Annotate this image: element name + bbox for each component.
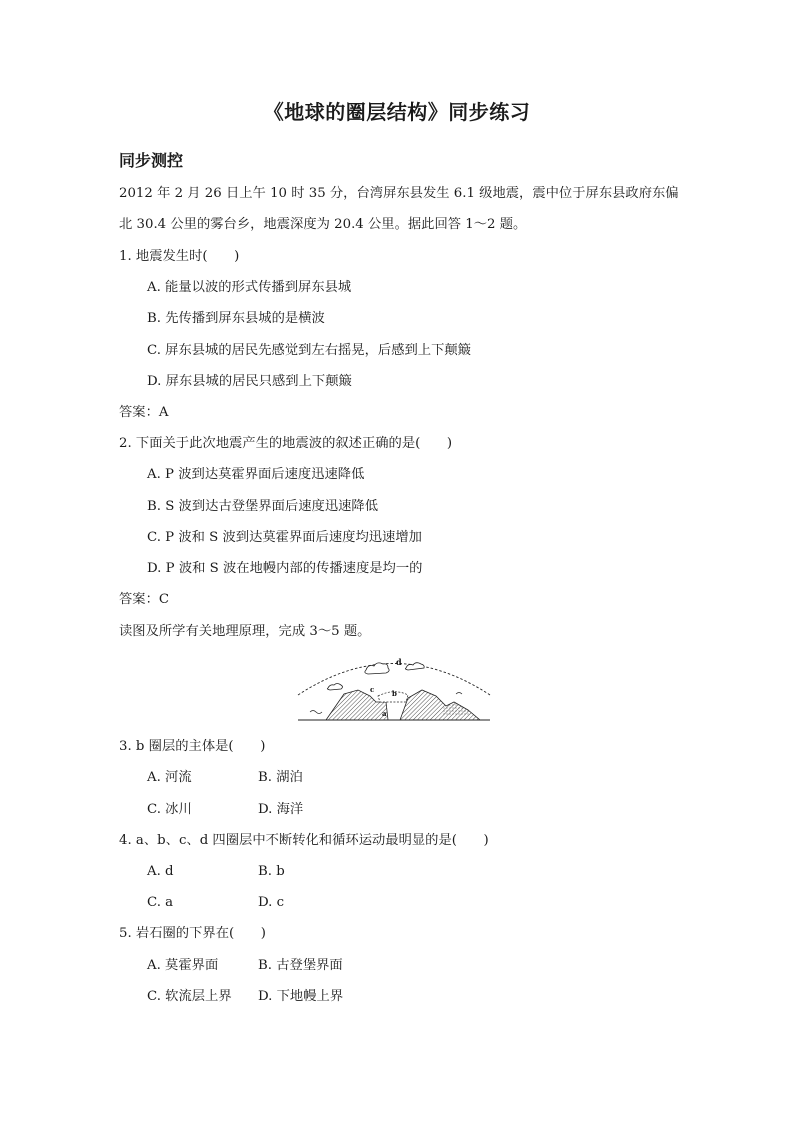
q2-option-b: B. S 波到达古登堡界面后速度迅速降低 <box>147 499 379 514</box>
q3-option-b: B. 湖泊 <box>258 770 303 785</box>
q4-option-d: D. c <box>258 895 285 910</box>
q2-answer: 答案：C <box>119 592 170 607</box>
intro-line-1: 2012 年 2 月 26 日上午 10 时 35 分，台湾屏东县发生 6.1 级地震，震中位于屏东县政府东偏 <box>119 186 679 201</box>
cloud-1 <box>365 663 389 674</box>
q5-option-d: D. 下地幔上界 <box>258 989 344 1004</box>
vegetation-left <box>310 711 322 714</box>
earth-spheres-diagram <box>296 650 492 722</box>
figure-instruction: 读图及所学有关地理原理，完成 3～5 题。 <box>119 624 371 639</box>
page-title: 《地球的圈层结构》同步练习 <box>263 100 531 124</box>
cloud-3 <box>327 684 342 691</box>
q3-option-d: D. 海洋 <box>258 802 304 817</box>
q5-option-c: C. 软流层上界 <box>147 989 232 1004</box>
q4-option-b: B. b <box>258 864 285 879</box>
q1-answer: 答案：A <box>119 405 169 420</box>
q2-stem: 2. 下面关于此次地震产生的地震波的叙述正确的是( ) <box>119 436 453 451</box>
q4-stem: 4. a、b、c、d 四圈层中不断转化和循环运动最明显的是( ) <box>119 833 489 848</box>
q4-option-c: C. a <box>147 895 174 910</box>
q5-option-b: B. 古登堡界面 <box>258 958 343 973</box>
q3-option-a: A. 河流 <box>147 770 192 785</box>
q1-option-d: D. 屏东县城的居民只感到上下颠簸 <box>147 374 352 389</box>
label-b: b <box>392 689 397 698</box>
q2-option-d: D. P 波和 S 波在地幔内部的传播速度是均一的 <box>147 561 423 576</box>
sediment-area <box>442 703 470 716</box>
intro-line-2: 北 30.4 公里的雾台乡，地震深度为 20.4 公里。据此回答 1～2 题。 <box>119 217 527 232</box>
q1-option-c: C. 屏东县城的居民先感觉到左右摇晃，后感到上下颠簸 <box>147 343 471 358</box>
q1-stem: 1. 地震发生时( ) <box>119 249 240 264</box>
q5-stem: 5. 岩石圈的下界在( ) <box>119 926 266 941</box>
q3-stem: 3. b 圈层的主体是( ) <box>119 739 266 754</box>
cloud-2 <box>405 663 424 670</box>
q2-option-c: C. P 波和 S 波到达莫霍界面后速度均迅速增加 <box>147 530 422 545</box>
q1-option-b: B. 先传播到屏东县城的是横波 <box>147 311 325 326</box>
q3-option-c: C. 冰川 <box>147 802 192 817</box>
section-heading: 同步测控 <box>119 151 184 170</box>
mountain-left <box>326 690 388 720</box>
q4-option-a: A. d <box>147 864 174 879</box>
label-d: d <box>396 657 402 667</box>
label-a: a <box>382 709 387 718</box>
label-c: c <box>370 685 375 694</box>
q5-option-a: A. 莫霍界面 <box>147 958 219 973</box>
q1-option-a: A. 能量以波的形式传播到屏东县城 <box>147 280 352 295</box>
vegetation-right <box>456 693 462 695</box>
q2-option-a: A. P 波到达莫霍界面后速度迅速降低 <box>147 467 365 482</box>
